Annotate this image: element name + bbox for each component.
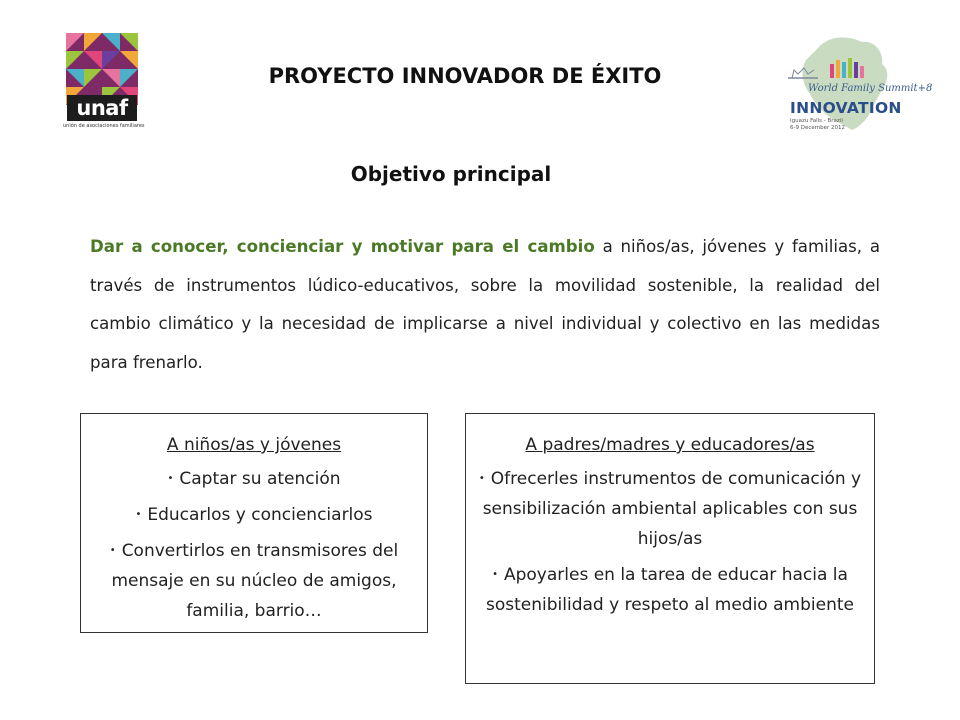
list-item (478, 464, 862, 554)
audience-heading: A padres/madres y educadores/as (525, 435, 815, 455)
summit-place: Iguazu Falls - Brazil (790, 118, 843, 124)
section-title: Objetivo principal (350, 162, 552, 186)
list-item (478, 560, 862, 620)
objective-highlight: Dar a conocer, concienciar y motivar para el cambio (90, 237, 595, 256)
summit-name: World Family Summit+8 (808, 83, 933, 94)
summit-place-date (790, 118, 845, 132)
summit-innovation: INNOVATION (790, 99, 902, 117)
list-item-text: Educarlos y concienciarlos (147, 505, 373, 525)
unaf-brand-text: unaf (67, 95, 137, 121)
list-item (89, 464, 419, 494)
page-title: PROYECTO INNOVADOR DE ÉXITO (268, 64, 662, 88)
audience-box-children (80, 413, 428, 633)
list-item-text: Captar su atención (179, 469, 341, 489)
audience-box-parents (465, 413, 875, 684)
summit-date: 6-9 December 2012 (790, 125, 845, 131)
bullet-icon: • (492, 569, 498, 580)
objective-text: a niños/as, jóvenes y familias, a través de instrumentos lúdico-educativos, sobre la movilidad sostenible, la realidad del cambio climático y la necesidad de implicarse a nivel individual y colectivo en las medidas para frenarlo. (90, 237, 881, 372)
objective-paragraph (90, 228, 880, 382)
list-item-text: Ofrecerles instrumentos de comunicación y sensibilización ambiental aplicables con sus hijos/as (482, 469, 862, 549)
list-item (89, 536, 419, 626)
list-item-text: Apoyarles en la tarea de educar hacia la sostenibilidad y respeto al medio ambiente (486, 565, 854, 615)
bullet-icon: • (135, 509, 142, 520)
list-item-text: Convertirlos en transmisores del mensaje en su núcleo de amigos, familia, barrio… (111, 541, 399, 621)
list-item (89, 500, 419, 530)
audience-heading: A niños/as y jóvenes (166, 435, 342, 455)
unaf-subtitle: unión de asociaciones familiares (63, 123, 145, 129)
bullet-icon: • (167, 473, 174, 484)
bullet-icon: • (478, 473, 485, 484)
bullet-icon: • (109, 545, 116, 556)
